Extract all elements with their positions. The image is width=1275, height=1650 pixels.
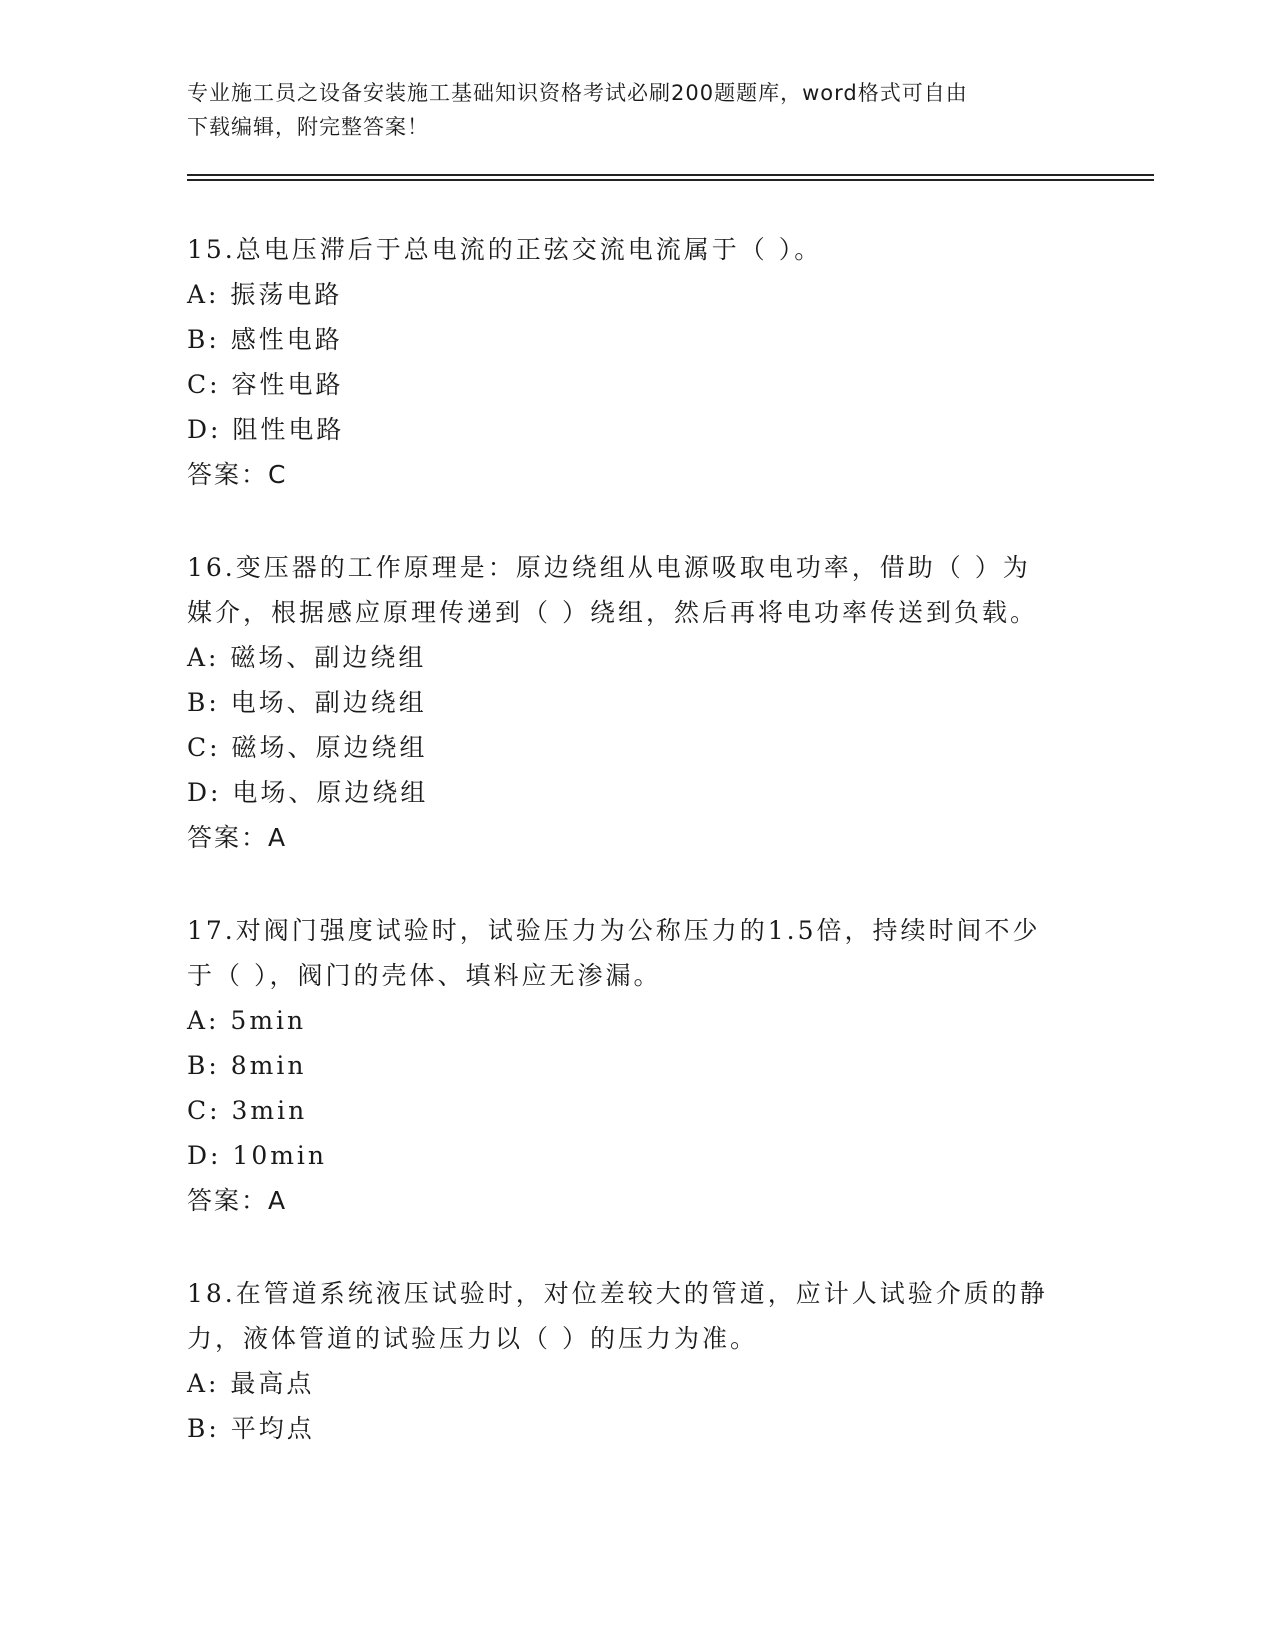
option-d: D: 阻性电路 — [187, 415, 345, 444]
option-d: D: 10min — [187, 1141, 328, 1170]
option-c: C: 磁场、原边绕组 — [187, 733, 428, 762]
answer: 答案：A — [187, 1186, 288, 1215]
option-b: B: 感性电路 — [187, 325, 343, 354]
question-stem-line-2: 力，液体管道的试验压力以（ ）的压力为准。 — [187, 1324, 758, 1353]
option-a: A: 磁场、副边绕组 — [187, 643, 427, 672]
header-divider-bottom — [187, 179, 1154, 181]
question-stem-line-1: 17.对阀门强度试验时，试验压力为公称压力的1.5倍，持续时间不少 — [187, 916, 1041, 945]
option-a: A: 振荡电路 — [187, 280, 343, 309]
question-stem: 15.总电压滞后于总电流的正弦交流电流属于（ ）。 — [187, 235, 823, 264]
answer: 答案：A — [187, 823, 288, 852]
header-divider-top — [187, 174, 1154, 176]
option-d: D: 电场、原边绕组 — [187, 778, 429, 807]
header-line-2: 下载编辑，附完整答案！ — [187, 115, 429, 139]
option-b: B: 8min — [187, 1051, 307, 1080]
document-header — [187, 76, 1087, 144]
question-stem-line-1: 16.变压器的工作原理是：原边绕组从电源吸取电功率，借助（ ）为 — [187, 553, 1031, 582]
option-c: C: 容性电路 — [187, 370, 344, 399]
option-a: A: 最高点 — [187, 1369, 315, 1398]
question-stem-line-2: 媒介，根据感应原理传递到（ ）绕组，然后再将电功率传送到负载。 — [187, 598, 1038, 627]
option-b: B: 电场、副边绕组 — [187, 688, 427, 717]
option-c: C: 3min — [187, 1096, 308, 1125]
question-stem-line-2: 于（ ），阀门的壳体、填料应无渗漏。 — [187, 961, 662, 990]
option-a: A: 5min — [187, 1006, 307, 1035]
option-b: B: 平均点 — [187, 1414, 315, 1443]
question-stem-line-1: 18.在管道系统液压试验时，对位差较大的管道，应计人试验介质的静 — [187, 1279, 1048, 1308]
header-line-1: 专业施工员之设备安装施工基础知识资格考试必刷200题题库，word格式可自由 — [187, 81, 968, 105]
answer: 答案：C — [187, 460, 288, 489]
